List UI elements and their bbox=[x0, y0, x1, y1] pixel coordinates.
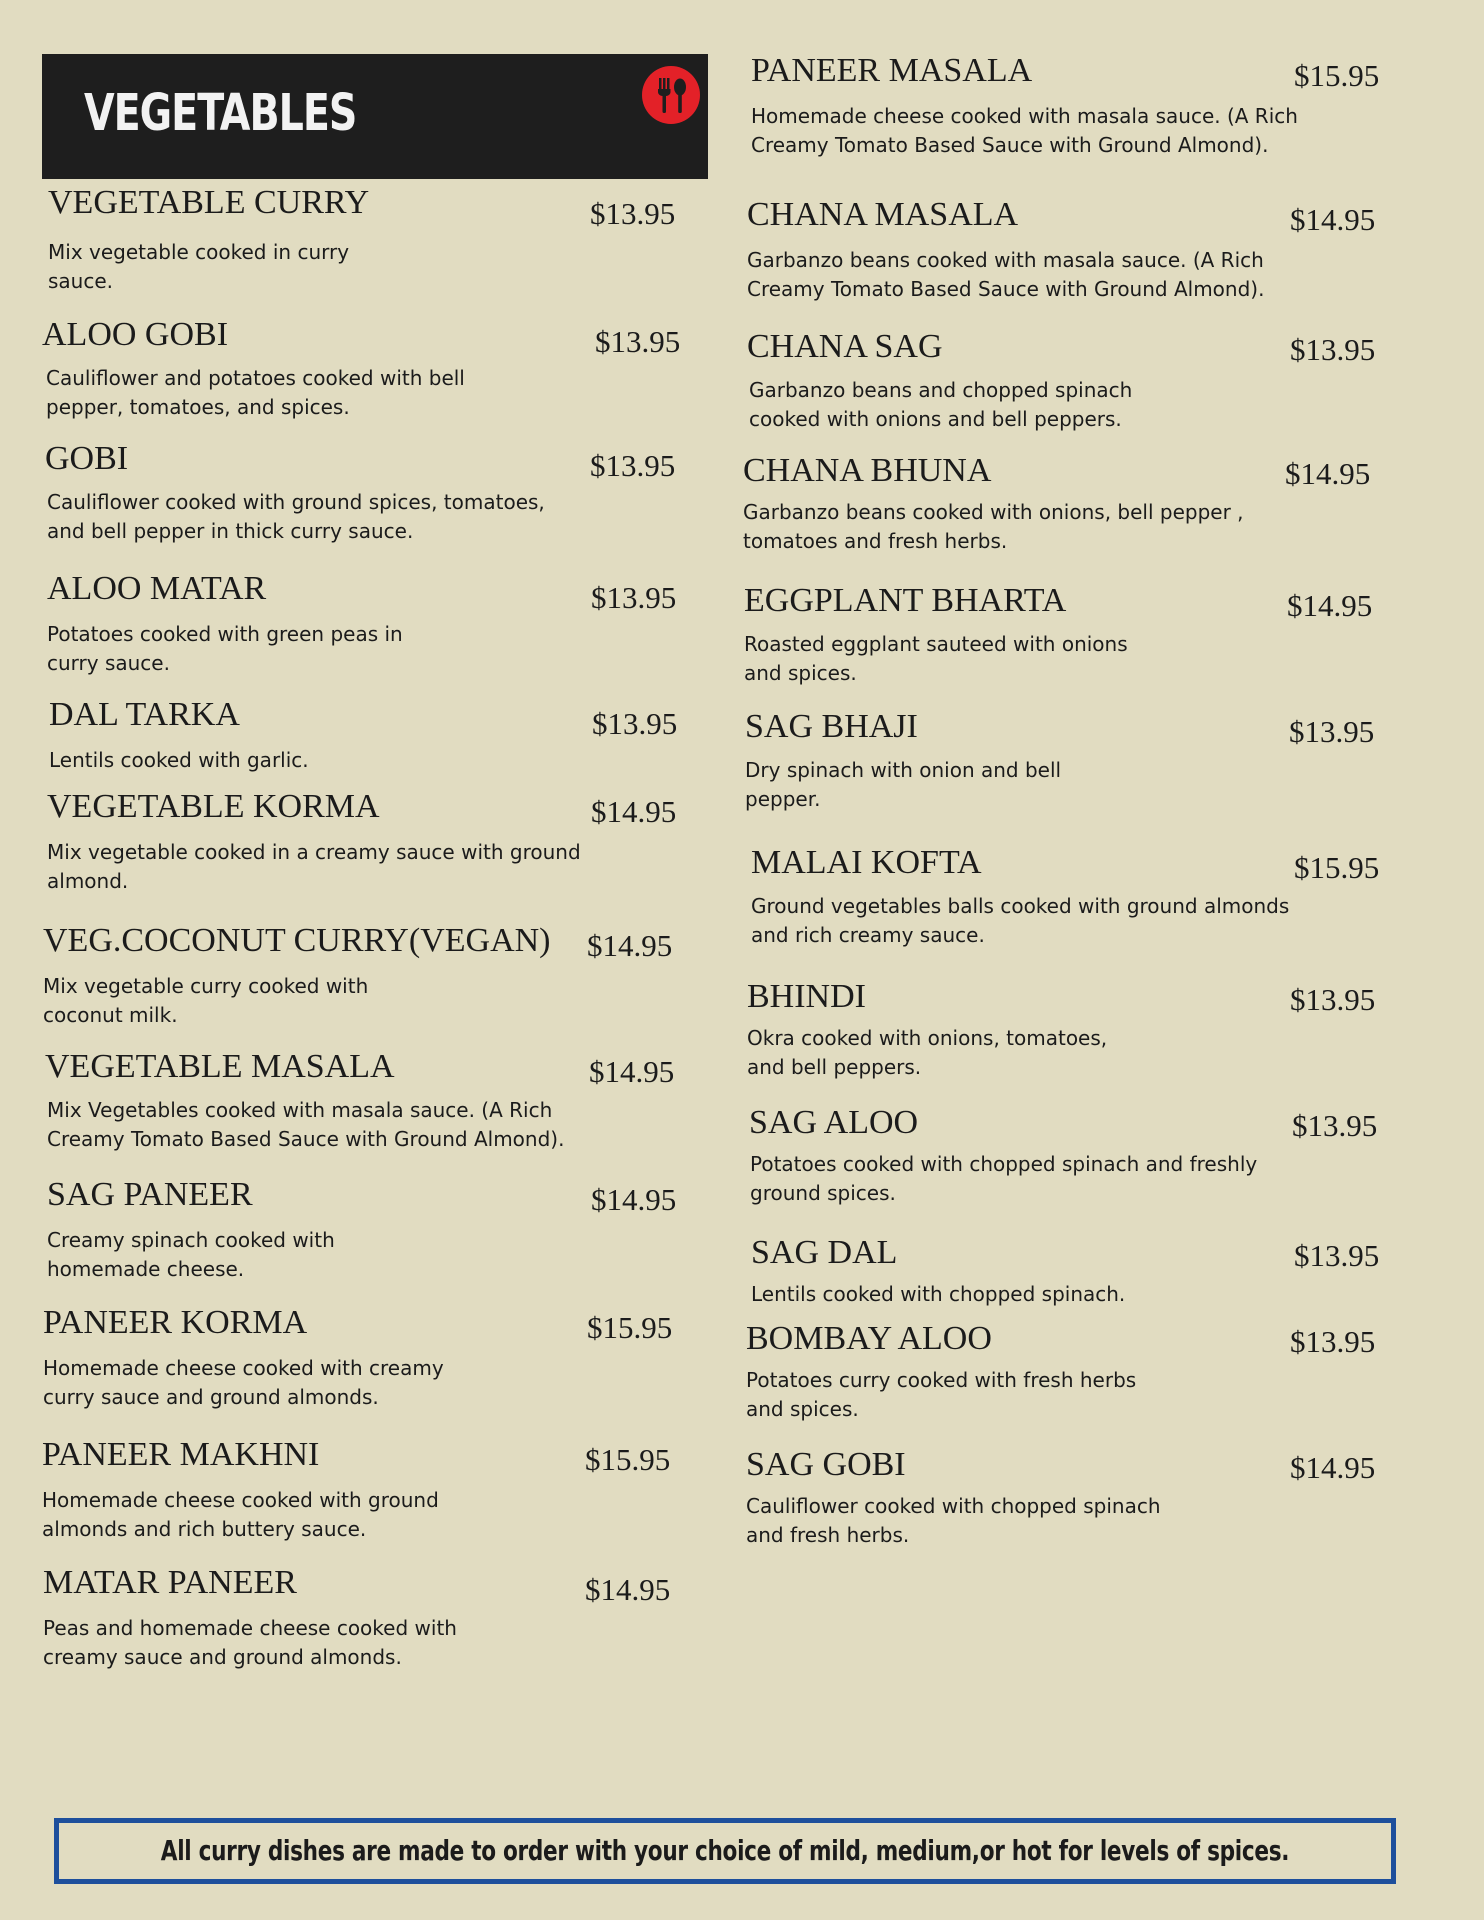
item-name: CHANA SAG bbox=[747, 328, 943, 365]
item-price: $14.95 bbox=[587, 928, 673, 963]
item-price: $13.95 bbox=[1292, 1108, 1378, 1143]
item-description: Homemade cheese cooked with creamy curry sauce and ground almonds. bbox=[43, 1356, 444, 1409]
spice-notice-box bbox=[54, 1818, 1396, 1884]
fork-spoon-icon bbox=[642, 66, 700, 124]
section-title: VEGETABLES bbox=[84, 84, 357, 143]
item-name: BHINDI bbox=[747, 978, 866, 1015]
spice-notice-text: All curry dishes are made to order with your choice of mild, medium,or hot for levels of spices. bbox=[160, 1834, 1290, 1868]
item-description: Mix Vegetables cooked with masala sauce. (A Rich Creamy Tomato Based Sauce with Ground Almond). bbox=[47, 1098, 565, 1151]
item-name: ALOO GOBI bbox=[42, 316, 229, 353]
item-price: $14.95 bbox=[1290, 202, 1376, 237]
item-price: $13.95 bbox=[1294, 1238, 1380, 1273]
item-name: VEGETABLE MASALA bbox=[45, 1048, 395, 1085]
item-name: PANEER KORMA bbox=[43, 1304, 308, 1341]
item-price: $13.95 bbox=[595, 324, 681, 359]
item-price: $13.95 bbox=[591, 580, 677, 615]
item-description: Garbanzo beans cooked with onions, bell pepper , tomatoes and fresh herbs. bbox=[743, 500, 1244, 553]
item-price: $14.95 bbox=[1285, 456, 1371, 491]
item-description: Potatoes cooked with green peas in curry sauce. bbox=[47, 622, 403, 675]
item-name: VEGETABLE KORMA bbox=[47, 788, 380, 825]
item-name: VEG.COCONUT CURRY(VEGAN) bbox=[43, 922, 551, 959]
item-name: CHANA MASALA bbox=[747, 196, 1019, 233]
item-description: Peas and homemade cheese cooked with creamy sauce and ground almonds. bbox=[43, 1616, 457, 1669]
item-name: MATAR PANEER bbox=[43, 1564, 297, 1601]
item-description: Mix vegetable cooked in a creamy sauce with ground almond. bbox=[47, 840, 581, 893]
item-price: $13.95 bbox=[1290, 1324, 1376, 1359]
section-header bbox=[42, 54, 708, 179]
item-description: Mix vegetable cooked in curry sauce. bbox=[48, 240, 350, 293]
item-description: Cauliflower cooked with chopped spinach and fresh herbs. bbox=[746, 1494, 1161, 1547]
item-name: PANEER MAKHNI bbox=[42, 1436, 320, 1473]
item-description: Garbanzo beans and chopped spinach cooked with onions and bell peppers. bbox=[749, 378, 1133, 431]
item-description: Homemade cheese cooked with masala sauce. (A Rich Creamy Tomato Based Sauce with Ground Almond). bbox=[751, 104, 1298, 157]
item-price: $13.95 bbox=[592, 706, 678, 741]
item-description: Garbanzo beans cooked with masala sauce. (A Rich Creamy Tomato Based Sauce with Ground Almond). bbox=[747, 248, 1265, 301]
item-price: $15.95 bbox=[587, 1310, 673, 1345]
item-description: Dry spinach with onion and bell pepper. bbox=[745, 758, 1062, 811]
item-price: $13.95 bbox=[1289, 714, 1375, 749]
item-price: $15.95 bbox=[585, 1442, 671, 1477]
item-price: $13.95 bbox=[590, 448, 676, 483]
item-price: $14.95 bbox=[1290, 1450, 1376, 1485]
item-description: Mix vegetable curry cooked with coconut milk. bbox=[43, 974, 369, 1027]
item-name: EGGPLANT BHARTA bbox=[744, 582, 1067, 619]
item-name: CHANA BHUNA bbox=[743, 452, 992, 489]
item-name: MALAI KOFTA bbox=[751, 844, 982, 881]
item-name: SAG PANEER bbox=[47, 1176, 253, 1213]
item-name: VEGETABLE CURRY bbox=[48, 184, 370, 221]
item-name: SAG ALOO bbox=[749, 1104, 919, 1141]
item-name: DAL TARKA bbox=[49, 696, 240, 733]
item-description: Potatoes curry cooked with fresh herbs and spices. bbox=[746, 1368, 1137, 1421]
item-name: BOMBAY ALOO bbox=[746, 1320, 992, 1357]
item-description: Homemade cheese cooked with ground almonds and rich buttery sauce. bbox=[42, 1488, 439, 1541]
item-price: $14.95 bbox=[591, 794, 677, 829]
item-name: SAG BHAJI bbox=[745, 708, 918, 745]
item-description: Roasted eggplant sauteed with onions and spices. bbox=[744, 632, 1128, 685]
item-price: $14.95 bbox=[585, 1572, 671, 1607]
item-description: Cauliflower and potatoes cooked with bell pepper, tomatoes, and spices. bbox=[46, 366, 465, 419]
item-price: $13.95 bbox=[1290, 332, 1376, 367]
item-price: $14.95 bbox=[589, 1054, 675, 1089]
item-name: SAG GOBI bbox=[746, 1446, 906, 1483]
item-price: $15.95 bbox=[1294, 850, 1380, 885]
item-name: PANEER MASALA bbox=[751, 52, 1033, 89]
item-description: Potatoes cooked with chopped spinach and freshly ground spices. bbox=[750, 1152, 1258, 1205]
item-price: $14.95 bbox=[591, 1182, 677, 1217]
item-price: $13.95 bbox=[590, 196, 676, 231]
item-price: $14.95 bbox=[1287, 588, 1373, 623]
item-name: GOBI bbox=[45, 440, 129, 477]
item-price: $15.95 bbox=[1294, 58, 1380, 93]
item-description: Cauliflower cooked with ground spices, tomatoes, and bell pepper in thick curry sauce. bbox=[47, 490, 545, 543]
item-name: ALOO MATAR bbox=[47, 570, 267, 607]
item-description: Lentils cooked with garlic. bbox=[49, 748, 309, 772]
item-description: Okra cooked with onions, tomatoes, and bell peppers. bbox=[747, 1026, 1108, 1079]
item-name: SAG DAL bbox=[751, 1234, 898, 1271]
item-description: Lentils cooked with chopped spinach. bbox=[751, 1282, 1126, 1306]
item-price: $13.95 bbox=[1290, 982, 1376, 1017]
item-description: Ground vegetables balls cooked with ground almonds and rich creamy sauce. bbox=[751, 894, 1290, 947]
item-description: Creamy spinach cooked with homemade cheese. bbox=[47, 1228, 335, 1281]
